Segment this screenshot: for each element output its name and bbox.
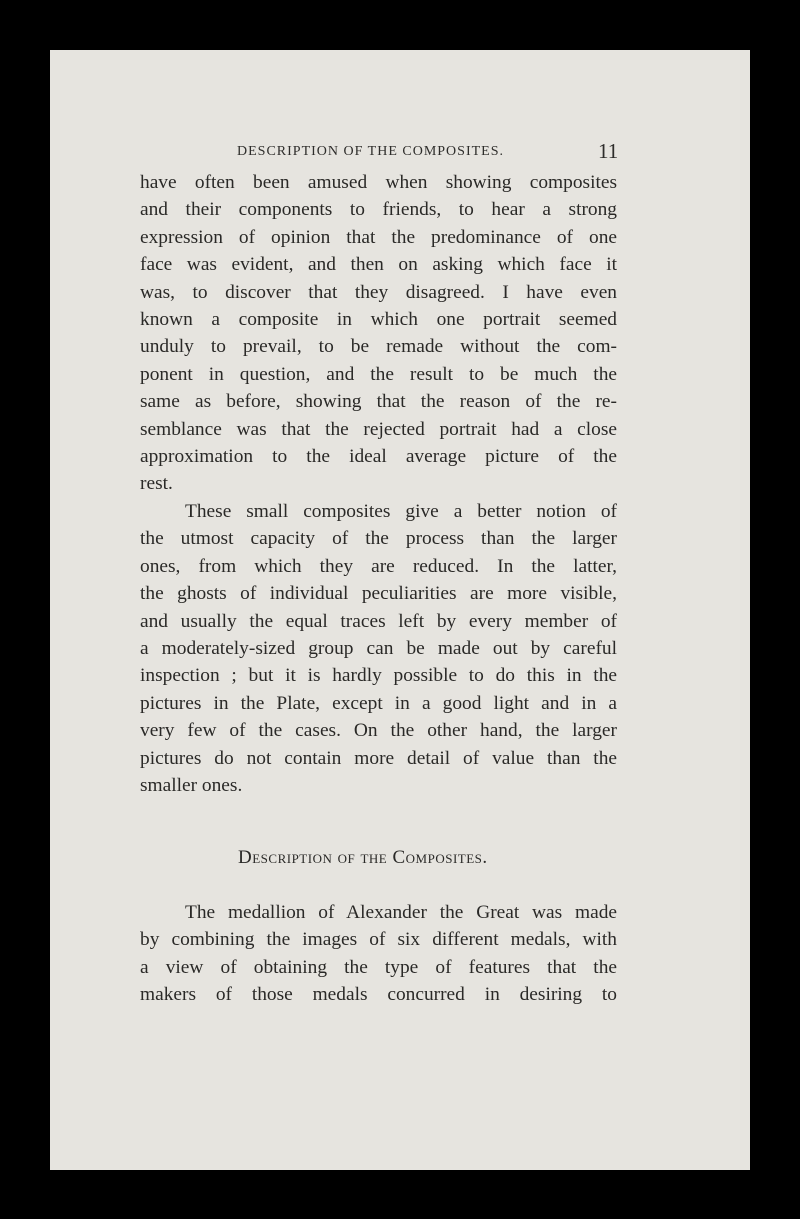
text-line: approximation to the ideal average picture of the xyxy=(140,446,617,468)
page-number: 11 xyxy=(598,139,619,163)
paragraph-3 xyxy=(140,899,617,1009)
text-line: inspection ; but it is hardly possible to do this in the xyxy=(140,665,617,687)
text-line: same as before, showing that the reason of the re- xyxy=(140,391,617,413)
text-line: have often been amused when showing composites xyxy=(140,172,617,193)
text-line: was, to discover that they disagreed. I have even xyxy=(140,281,617,303)
text-line: by combining the images of six different medals, with xyxy=(140,929,617,951)
text-line: ones, from which they are reduced. In the latter, xyxy=(140,555,617,577)
text-line: rest. xyxy=(140,473,173,495)
text-line: These small composites give a better notion of xyxy=(185,501,617,522)
text-line: and their components to friends, to hear a strong xyxy=(140,199,617,221)
text-line: semblance was that the rejected portrait had a close xyxy=(140,418,617,440)
running-head: DESCRIPTION OF THE COMPOSITES. xyxy=(237,144,504,159)
text-line: ponent in question, and the result to be much the xyxy=(140,363,617,385)
text-line: unduly to prevail, to be remade without the com- xyxy=(140,336,617,358)
text-line: the ghosts of individual peculiarities are more visible, xyxy=(140,583,617,605)
paragraph-1 xyxy=(140,169,617,498)
text-line: pictures do not contain more detail of value than the xyxy=(140,747,617,769)
text-line: expression of opinion that the predominance of one xyxy=(140,226,617,248)
text-line: the utmost capacity of the process than the larger xyxy=(140,528,617,550)
text-line: pictures in the Plate, except in a good light and in a xyxy=(140,692,617,714)
text-line: a view of obtaining the type of features that the xyxy=(140,956,617,978)
book-page xyxy=(50,50,750,1170)
text-line: face was evident, and then on asking which face it xyxy=(140,254,617,276)
text-line: a moderately-sized group can be made out by careful xyxy=(140,638,617,660)
text-line: smaller ones. xyxy=(140,775,243,797)
text-line: and usually the equal traces left by every member of xyxy=(140,610,617,632)
text-line: The medallion of Alexander the Great was made xyxy=(185,902,617,923)
text-line: known a composite in which one portrait seemed xyxy=(140,309,617,331)
text-line: very few of the cases. On the other hand, the larger xyxy=(140,720,617,742)
section-heading: Description of the Composites. xyxy=(238,847,488,868)
paragraph-2 xyxy=(140,498,617,799)
text-line: makers of those medals concurred in desiring to xyxy=(140,984,617,1006)
